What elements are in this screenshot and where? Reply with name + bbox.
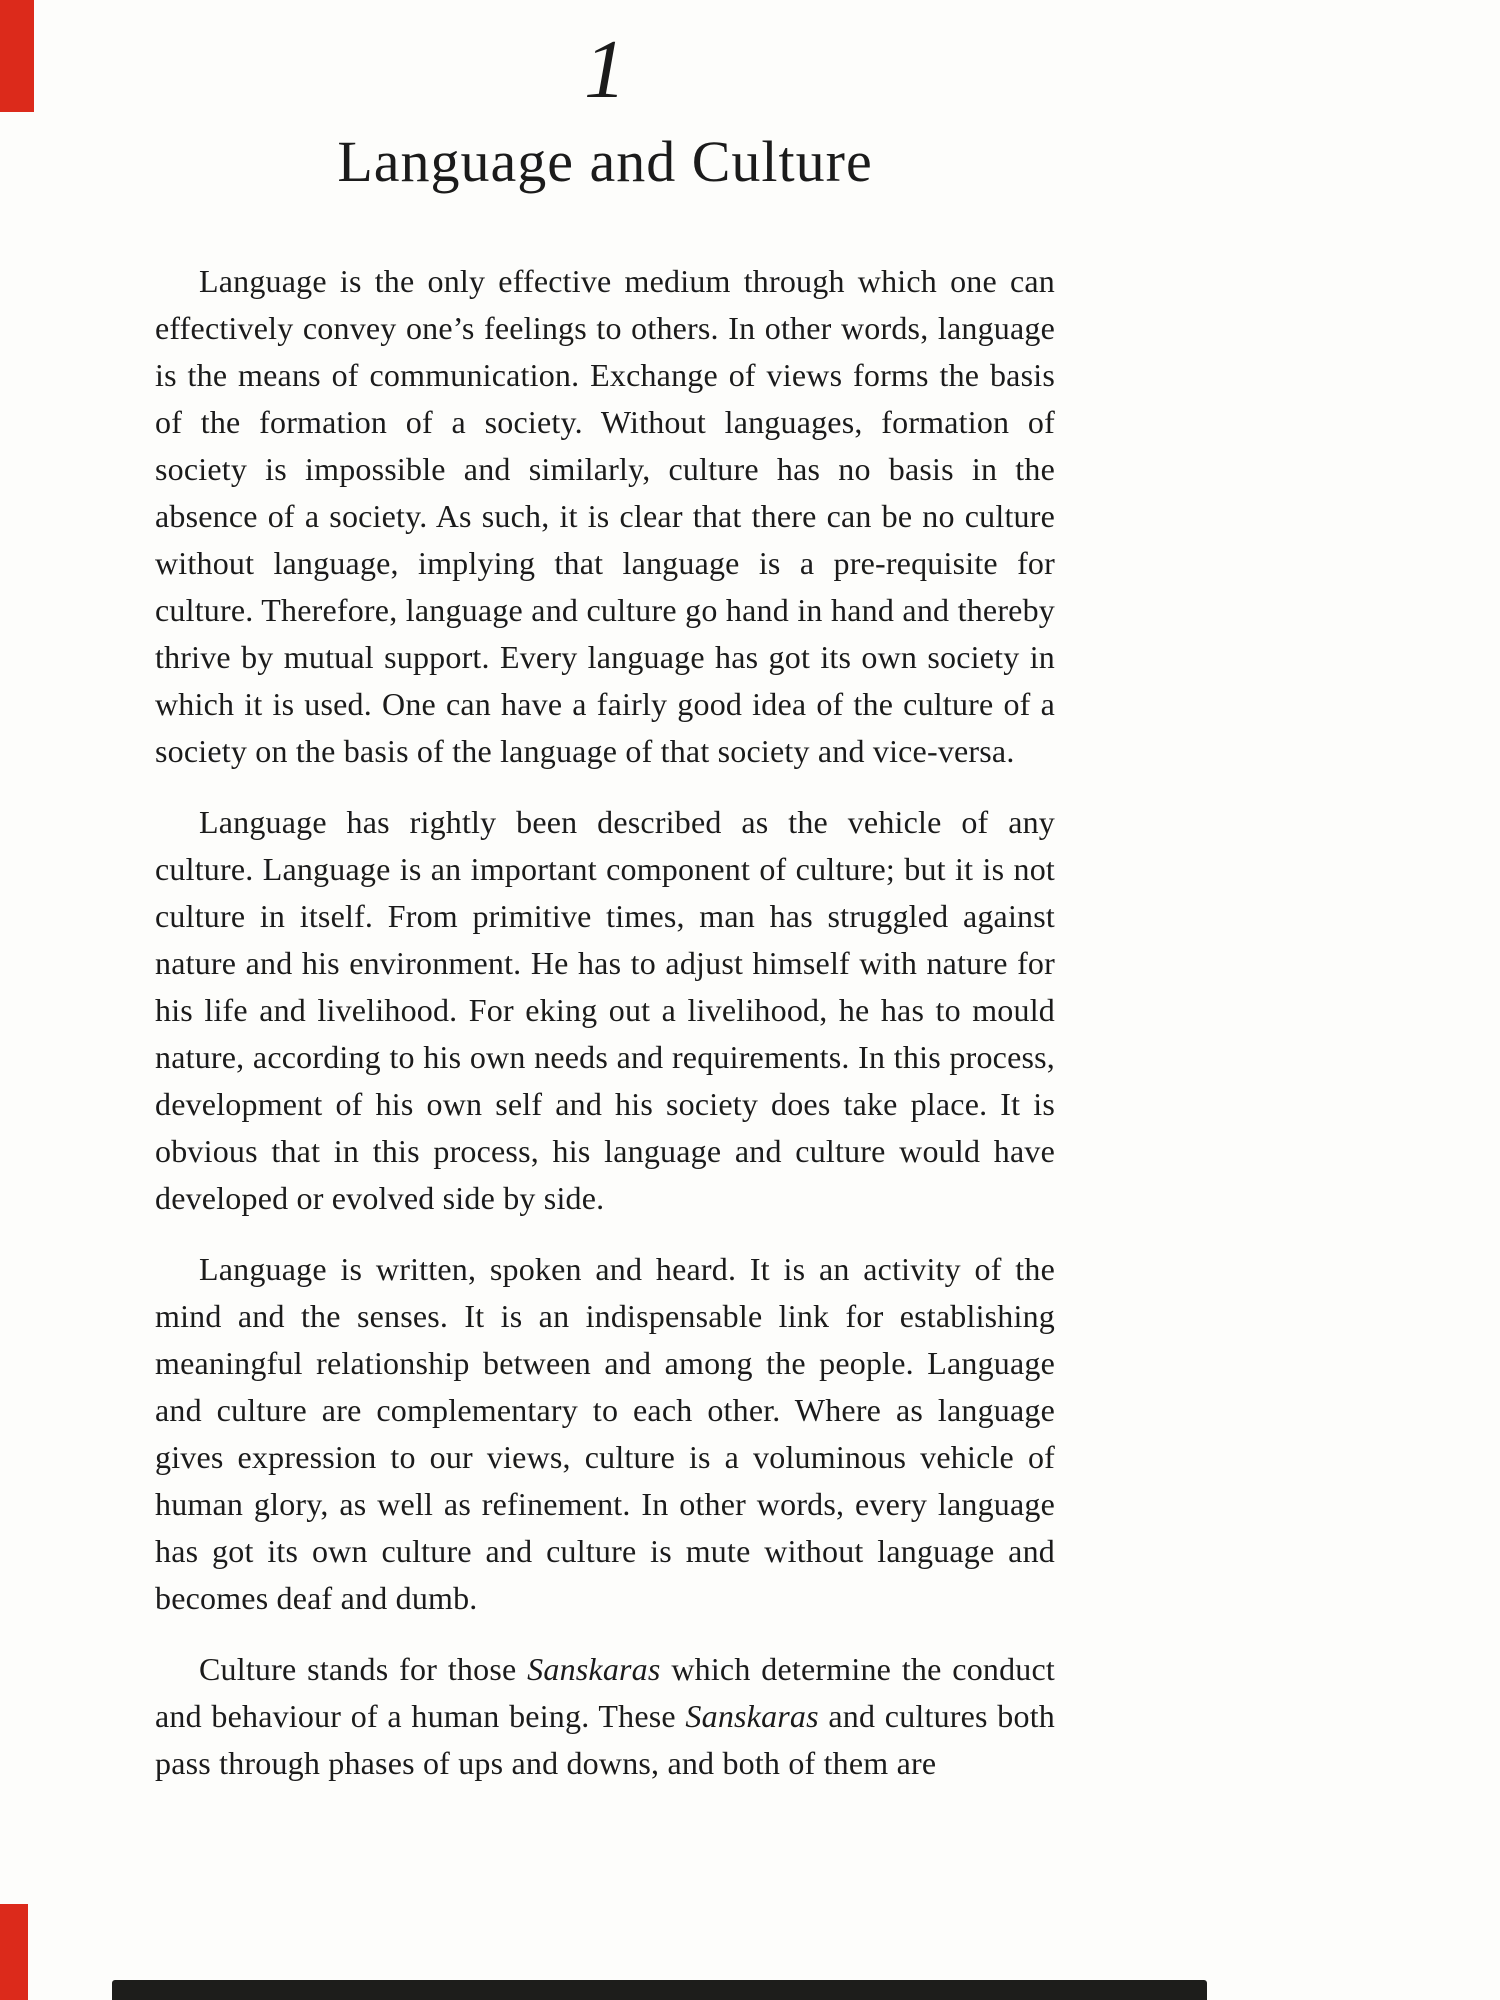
text-run: Language is written, spoken and heard. It is an activity of the mind and the senses. It is an indispensable link for establishing meaningful relationship between and among the people. Language and culture are complementary to each other. Where as language gives expression to our views, culture is a voluminous vehicle of human glory, as well as refinement. In other words, every language has got its own culture and culture is mute without language and becomes deaf and dumb.	[155, 1250, 1055, 1616]
italic-term: Sanskaras	[527, 1650, 661, 1687]
text-run: which determine the conduct and behaviour of a human being. These	[155, 1650, 1055, 1734]
paragraph	[155, 258, 1055, 775]
italic-term: Sanskaras	[685, 1697, 819, 1734]
chapter-number: 1	[584, 23, 626, 116]
text-run: and cultures both pass through phases of ups and downs, and both of them are	[155, 1697, 1055, 1781]
text-run: Language is the only effective medium through which one can effectively convey one’s feelings to others. In other words, language is the means of communication. Exchange of views forms the basis of the formation of a society. Without languages, formation of society is impossible and similarly, culture has no basis in the absence of a society. As such, it is clear that there can be no culture without language, implying that language is a pre-requisite for culture. Therefore, language and culture go hand in hand and thereby thrive by mutual support. Every language has got its own society in which it is used. One can have a fairly good idea of the culture of a society on the basis of the language of that society and vice-versa.	[155, 262, 1055, 769]
scan-artifact-bottom-bar	[112, 1980, 1207, 2000]
page-content	[155, 0, 1055, 1787]
scan-artifact-red-bottom-left	[0, 1904, 28, 2000]
scan-artifact-red-top-left	[0, 0, 34, 112]
chapter-title: Language and Culture	[337, 129, 873, 194]
text-run: Language has rightly been described as the vehicle of any culture. Language is an important component of culture; but it is not culture in itself. From primitive times, man has struggled against nature and his environment. He has to adjust himself with nature for his life and livelihood. For eking out a livelihood, he has to mould nature, according to his own needs and requirements. In this process, development of his own self and his society does take place. It is obvious that in this process, his language and culture would have developed or evolved side by side.	[155, 803, 1055, 1216]
paragraph	[155, 799, 1055, 1222]
paragraph	[155, 1246, 1055, 1622]
paragraph	[155, 1646, 1055, 1787]
text-run: Culture stands for those	[199, 1650, 528, 1687]
body-text	[155, 258, 1055, 1787]
